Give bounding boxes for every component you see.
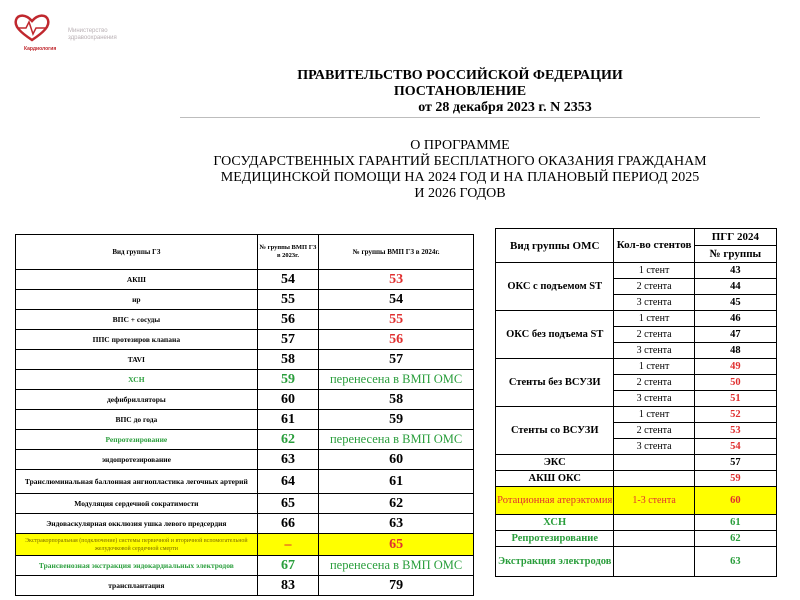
row-2024: 79 bbox=[319, 576, 474, 596]
table-row bbox=[496, 455, 777, 471]
row-num: 54 bbox=[694, 439, 776, 455]
row-stents bbox=[614, 547, 694, 577]
row-2024: перенесена в ВМП ОМС bbox=[319, 430, 474, 450]
row-name: нр bbox=[16, 290, 258, 310]
table-row-highlighted bbox=[496, 487, 777, 515]
row-group: АКШ ОКС bbox=[496, 471, 614, 487]
program-title-p3: МЕДИЦИНСКОЙ ПОМОЩИ НА 2024 ГОД И НА ПЛАНОВЫЙ ПЕРИОД 2025 bbox=[220, 170, 700, 185]
row-stents: 3 стента bbox=[614, 439, 694, 455]
row-group: Ротационная атерэктомия bbox=[496, 487, 614, 515]
row-2023: 64 bbox=[257, 470, 318, 494]
table-row bbox=[16, 470, 474, 494]
row-name: Модуляция сердечной сократимости bbox=[16, 494, 258, 514]
row-num: 50 bbox=[694, 375, 776, 391]
row-num: 46 bbox=[694, 311, 776, 327]
row-num: 61 bbox=[694, 515, 776, 531]
document-header bbox=[170, 68, 750, 116]
row-2023: 67 bbox=[257, 556, 318, 576]
row-2023: 62 bbox=[257, 430, 318, 450]
row-num: 59 bbox=[694, 471, 776, 487]
table-row bbox=[496, 471, 777, 487]
logo-text bbox=[68, 28, 117, 42]
header-divider bbox=[180, 117, 760, 118]
row-num: 43 bbox=[694, 263, 776, 279]
row-num: 44 bbox=[694, 279, 776, 295]
header-group-2023: № группы ВМП ГЗ в 2023г. bbox=[257, 235, 318, 270]
header-group-type: Вид группы ГЗ bbox=[16, 235, 258, 270]
table-row-highlighted bbox=[16, 534, 474, 556]
row-stents: 1-3 стента bbox=[614, 487, 694, 515]
row-2024: 56 bbox=[319, 330, 474, 350]
row-group: ОКС с подъемом ST bbox=[496, 263, 614, 311]
row-num: 48 bbox=[694, 343, 776, 359]
table-row bbox=[496, 547, 777, 577]
row-2023: 65 bbox=[257, 494, 318, 514]
row-name: Эндоваскулярная окклюзия ушка левого предсердия bbox=[16, 514, 258, 534]
row-group: Стенты без ВСУЗИ bbox=[496, 359, 614, 407]
row-2024: перенесена в ВМП ОМС bbox=[319, 370, 474, 390]
row-num: 45 bbox=[694, 295, 776, 311]
row-2024: 62 bbox=[319, 494, 474, 514]
row-num: 57 bbox=[694, 455, 776, 471]
row-stents bbox=[614, 455, 694, 471]
header-line2: ПОСТАНОВЛЕНИЕ bbox=[393, 84, 527, 99]
vmp-gz-table bbox=[15, 234, 474, 596]
row-group: ХСН bbox=[496, 515, 614, 531]
row-name: трансплантация bbox=[16, 576, 258, 596]
logo-subtitle: Кардиология bbox=[24, 46, 57, 52]
row-2024: 58 bbox=[319, 390, 474, 410]
row-num: 60 bbox=[694, 487, 776, 515]
row-2023: 63 bbox=[257, 450, 318, 470]
table-row bbox=[16, 290, 474, 310]
header-group-2024: № группы ВМП ГЗ в 2024г. bbox=[319, 235, 474, 270]
row-2024: 63 bbox=[319, 514, 474, 534]
row-stents: 1 стент bbox=[614, 263, 694, 279]
row-2024: 53 bbox=[319, 270, 474, 290]
row-stents: 1 стент bbox=[614, 407, 694, 423]
logo-line1: Министерство bbox=[68, 28, 108, 34]
row-name: дефибрилляторы bbox=[16, 390, 258, 410]
table-row bbox=[496, 311, 777, 327]
table-row bbox=[16, 270, 474, 290]
table-row bbox=[16, 430, 474, 450]
row-name: TAVI bbox=[16, 350, 258, 370]
row-name: АКШ bbox=[16, 270, 258, 290]
row-2024: 59 bbox=[319, 410, 474, 430]
row-name: ППС протезиров клапана bbox=[16, 330, 258, 350]
row-stents: 1 стент bbox=[614, 311, 694, 327]
row-2023: 83 bbox=[257, 576, 318, 596]
row-stents: 3 стента bbox=[614, 391, 694, 407]
table-row bbox=[496, 263, 777, 279]
table-row bbox=[16, 514, 474, 534]
row-num: 51 bbox=[694, 391, 776, 407]
header-line3: от 28 декабря 2023 г. N 2353 bbox=[418, 100, 592, 115]
program-title bbox=[160, 138, 760, 202]
row-2023: 58 bbox=[257, 350, 318, 370]
vmp-oms-table bbox=[495, 228, 777, 577]
row-2024: 60 bbox=[319, 450, 474, 470]
row-stents: 3 стента bbox=[614, 295, 694, 311]
row-num: 63 bbox=[694, 547, 776, 577]
header-stents: Кол-во стентов bbox=[614, 229, 694, 263]
table-row bbox=[496, 531, 777, 547]
program-title-p1: О ПРОГРАММЕ bbox=[410, 138, 510, 153]
row-group: ОКС без подъема ST bbox=[496, 311, 614, 359]
row-num: 53 bbox=[694, 423, 776, 439]
row-2024: 57 bbox=[319, 350, 474, 370]
row-num: 49 bbox=[694, 359, 776, 375]
row-2024: 61 bbox=[319, 470, 474, 494]
row-name: Репротезирование bbox=[16, 430, 258, 450]
row-group: Стенты со ВСУЗИ bbox=[496, 407, 614, 455]
table-row bbox=[496, 407, 777, 423]
table-row bbox=[16, 330, 474, 350]
table-row bbox=[496, 515, 777, 531]
table-row bbox=[16, 556, 474, 576]
row-name: ХСН bbox=[16, 370, 258, 390]
table-row bbox=[16, 370, 474, 390]
row-2023: 60 bbox=[257, 390, 318, 410]
table-row bbox=[496, 359, 777, 375]
row-group: ЭКС bbox=[496, 455, 614, 471]
logo bbox=[12, 12, 162, 52]
table-row bbox=[16, 390, 474, 410]
row-group: Репротезирование bbox=[496, 531, 614, 547]
row-stents: 1 стент bbox=[614, 359, 694, 375]
row-2023: 59 bbox=[257, 370, 318, 390]
row-name: эндопротезирование bbox=[16, 450, 258, 470]
row-stents: 2 стента bbox=[614, 423, 694, 439]
header-line1: ПРАВИТЕЛЬСТВО РОССИЙСКОЙ ФЕДЕРАЦИИ bbox=[297, 68, 623, 83]
row-2023: 54 bbox=[257, 270, 318, 290]
logo-line2: здравоохранения bbox=[68, 35, 117, 41]
table-header-row bbox=[496, 229, 777, 246]
row-2023: 66 bbox=[257, 514, 318, 534]
row-2023: 57 bbox=[257, 330, 318, 350]
row-2024: перенесена в ВМП ОМС bbox=[319, 556, 474, 576]
row-num: 47 bbox=[694, 327, 776, 343]
row-2024: 54 bbox=[319, 290, 474, 310]
row-name: Транслюминальная баллонная ангиопластика легочных артерий bbox=[16, 470, 258, 494]
table-row bbox=[16, 450, 474, 470]
row-name: ВПС до года bbox=[16, 410, 258, 430]
row-2023: 55 bbox=[257, 290, 318, 310]
header-pgg: ПГГ 2024 bbox=[694, 229, 776, 246]
row-stents: 2 стента bbox=[614, 327, 694, 343]
row-stents: 2 стента bbox=[614, 375, 694, 391]
row-2023: 56 bbox=[257, 310, 318, 330]
row-num: 52 bbox=[694, 407, 776, 423]
row-2024: 65 bbox=[319, 534, 474, 556]
row-stents: 2 стента bbox=[614, 279, 694, 295]
row-stents bbox=[614, 471, 694, 487]
row-name: Трансвенозная экстракция эндокардиальных электродов bbox=[16, 556, 258, 576]
program-title-p4: И 2026 ГОДОВ bbox=[414, 186, 506, 201]
row-num: 62 bbox=[694, 531, 776, 547]
header-group-type: Вид группы ОМС bbox=[496, 229, 614, 263]
table-row bbox=[16, 350, 474, 370]
row-stents bbox=[614, 531, 694, 547]
row-group: Экстракция электродов bbox=[496, 547, 614, 577]
row-stents bbox=[614, 515, 694, 531]
table-row bbox=[16, 410, 474, 430]
row-name: ВПС + сосуды bbox=[16, 310, 258, 330]
table-row bbox=[16, 310, 474, 330]
row-2024: 55 bbox=[319, 310, 474, 330]
row-name: Экстракорпоральная (подключение) системы первичной и вторичной вспомогательной желудочковой сердечной смерти bbox=[16, 534, 258, 556]
program-title-p2: ГОСУДАРСТВЕННЫХ ГАРАНТИЙ БЕСПЛАТНОГО ОКАЗАНИЯ ГРАЖДАНАМ bbox=[213, 154, 707, 169]
table-header-row bbox=[16, 235, 474, 270]
row-2023: – bbox=[257, 534, 318, 556]
row-stents: 3 стента bbox=[614, 343, 694, 359]
row-2023: 61 bbox=[257, 410, 318, 430]
table-row bbox=[16, 494, 474, 514]
header-group-num: № группы bbox=[694, 246, 776, 263]
table-row bbox=[16, 576, 474, 596]
heart-logo-icon bbox=[12, 12, 52, 44]
